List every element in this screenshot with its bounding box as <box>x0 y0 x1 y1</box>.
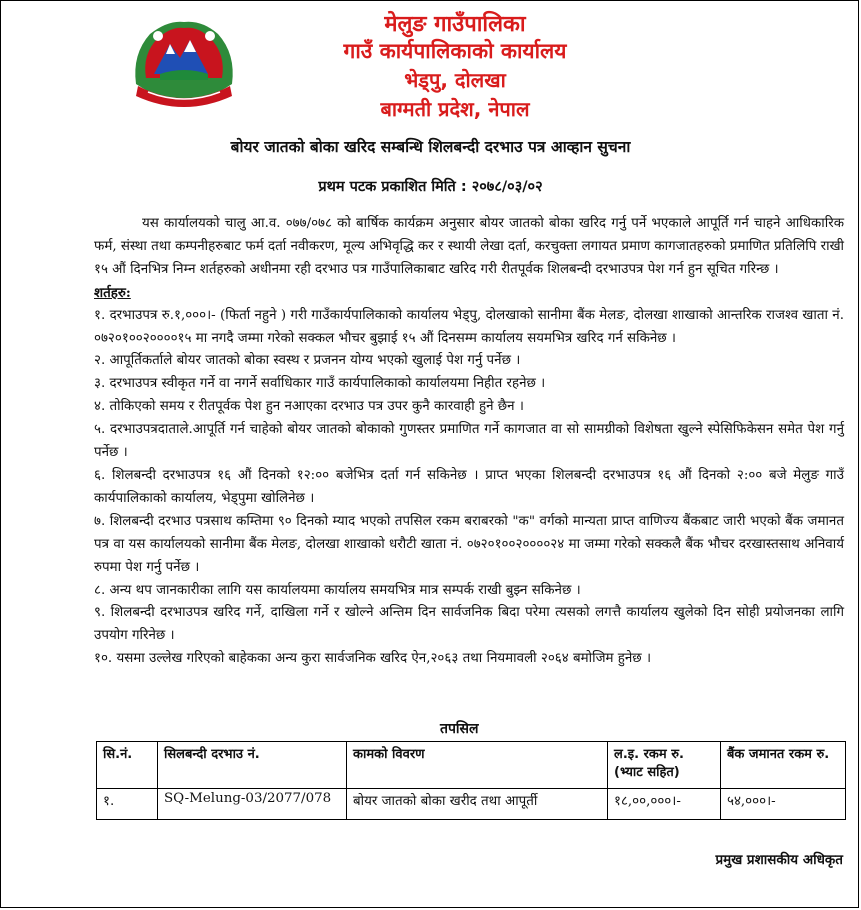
col-header-serial: सि.नं. <box>97 742 158 789</box>
notice-body <box>94 213 844 671</box>
publish-date: प्रथम पटक प्रकाशित मिति : २०७८/०३/०२ <box>318 179 543 195</box>
nepal-national-emblem-icon <box>128 14 240 114</box>
condition-item: ७. शिलबन्दी दरभाउ पत्रसाथ कम्तिमा ९० दिनको म्याद भएको तपसिल रकम बराबरको "क" वर्गको मान्यता प्राप्त वाणिज्य बैंकबाट जारी भएको बैंक जमानत पत्र वा यस कार्यालयको सानीमा बैंक मेलङ, दोलखा शाखाको धरौटी खाता नं. ०७२०१००२००००२४ मा जम्मा गरेको सक्कलै बैंक भौचर दरखास्तसाथ अनिवार्य रुपमा पेश गर्नु पर्नेछ । <box>94 513 844 575</box>
office-location-line: भेड्पु, दोलखा <box>404 68 506 92</box>
condition-item: ८. अन्य थप जानकारीका लागि यस कार्यालयमा कार्यालय समयभित्र मात्र सम्पर्क राखी बुझ्न सकिनेछ । <box>94 582 581 598</box>
col-header-estimated-amount: ल.इ. रकम रु. (भ्याट सहित) <box>608 742 721 789</box>
table-header-row <box>97 742 846 789</box>
notice-title: बोयर जातको बोका खरिद सम्बन्धि शिलबन्दी दरभाउ पत्र आव्हान सुचना <box>230 138 631 156</box>
table-row <box>97 789 846 820</box>
office-subtitle-line: गाउँ कार्यपालिकाको कार्यालय <box>343 39 567 63</box>
cell-quote-number: SQ-Melung-03/2077/078 <box>158 789 347 820</box>
office-name-line: मेलुङ गाउँपालिका <box>384 12 526 37</box>
col-header-quote-number: सिलबन्दी दरभाउ नं. <box>158 742 347 789</box>
condition-item: ६. शिलबन्दी दरभाउपत्र १६ औं दिनको १२:०० बजेभित्र दर्ता गर्न सकिनेछ । प्राप्त भएका शिलबन्दी दरभाउपत्र १६ औं दिनको २:०० बजे मेलुङ गाउँ कार्यपालिकाको कार्यालय, भेड्पुमा खोलिनेछ । <box>94 467 844 506</box>
condition-item: ४. तोकिएको समय र रीतपूर्वक पेश हुन नआएका दरभाउ पत्र उपर कुनै कारवाही हुने छैन । <box>94 399 524 415</box>
condition-item: १०. यसमा उल्लेख गरिएको बाहेकका अन्य कुरा सार्वजनिक खरिद ऐन,२०६३ तथा नियमावली २०६४ बमोजिम हुनेछ । <box>94 651 652 667</box>
intro-paragraph: यस कार्यालयको चालु आ.व. ०७७/०७८ को बार्षिक कार्यक्रम अनुसार बोयर जातको बोका खरिद गर्नु पर्ने भएकाले आपूर्ति गर्न चाहने आधिकारिक फर्म, संस्था तथा कम्पनीहरुबाट फर्म दर्ता नवीकरण, मूल्य अभिवृद्धि कर र स्थायी लेखा दर्ता, करचुक्ता लगायत प्रमाण कागजातहरुको प्रमाणित प्रतिलिपि राखी १५ औं दिनभित्र निम्न शर्तहरुको अधीनमा रही दरभाउ पत्र गाउँपालिकाबाट खरिद गरी रीतपूर्वक शिलबन्दी दरभाउपत्र पेश गर्न हुन सूचित गरिन्छ । <box>94 216 844 277</box>
tender-schedule-table <box>96 741 846 820</box>
col-header-work-description: कामको विवरण <box>347 742 608 789</box>
office-province-line: बाग्मती प्रदेश, नेपाल <box>380 97 530 121</box>
conditions-heading: शर्तहरु: <box>94 284 131 301</box>
cell-bank-guarantee: ५४,०००।- <box>721 789 846 820</box>
condition-item: ३. दरभाउपत्र स्वीकृत गर्ने वा नगर्ने सर्वाधिकार गाउँ कार्यपालिकाको कार्यालयमा निहीत रहनेछ । <box>94 376 546 392</box>
signatory-title: प्रमुख प्रशासकीय अधिकृत <box>715 852 843 868</box>
condition-item: ५. दरभाउपत्रदाताले.आपूर्ति गर्न चाहेको बोयर जातको बोकाको गुणस्तर प्रमाणित गर्ने कागजात वा सो सामग्रीको विशेषता खुल्ने स्पेसिफिकेसन समेत पेश गर्नु पर्नेछ । <box>94 422 844 461</box>
condition-item: २. आपूर्तिकर्ताले बोयर जातको बोका स्वस्थ र प्रजनन योग्य भएको खुलाई पेश गर्नु पर्नेछ । <box>94 353 521 369</box>
table-caption: तपसिल <box>440 721 479 737</box>
cell-work-description: बोयर जातको बोका खरीद तथा आपूर्ती <box>347 789 608 820</box>
condition-item: १. दरभाउपत्र रु.१,०००।- (फिर्ता नहुने ) गरी गाउँकार्यपालिकाको कार्यालय भेड्पु, दोलखाको सानीमा बैंक मेलङ, दोलखा शाखाको आन्तरिक राजश्व खाता नं. ०७२०१००२००००१५ मा नगदै जम्मा गरेको सक्कल भौचर बुझाई १५ औं दिनसम्म कार्यालय सयमभित्र खरिद गर्न सकिनेछ । <box>94 307 844 346</box>
condition-item: ९. शिलबन्दी दरभाउपत्र खरिद गर्ने, दाखिला गर्ने र खोल्ने अन्तिम दिन सार्वजनिक बिदा परेमा त्यसको लगत्तै कार्यालय खुलेको दिन सोही प्रयोजनका लागि उपयोग गरिनेछ । <box>94 605 844 644</box>
cell-estimated-amount: १८,००,०००।- <box>608 789 721 820</box>
cell-serial: १. <box>97 789 158 820</box>
col-header-bank-guarantee: बैंक जमानत रकम रु. <box>721 742 846 789</box>
